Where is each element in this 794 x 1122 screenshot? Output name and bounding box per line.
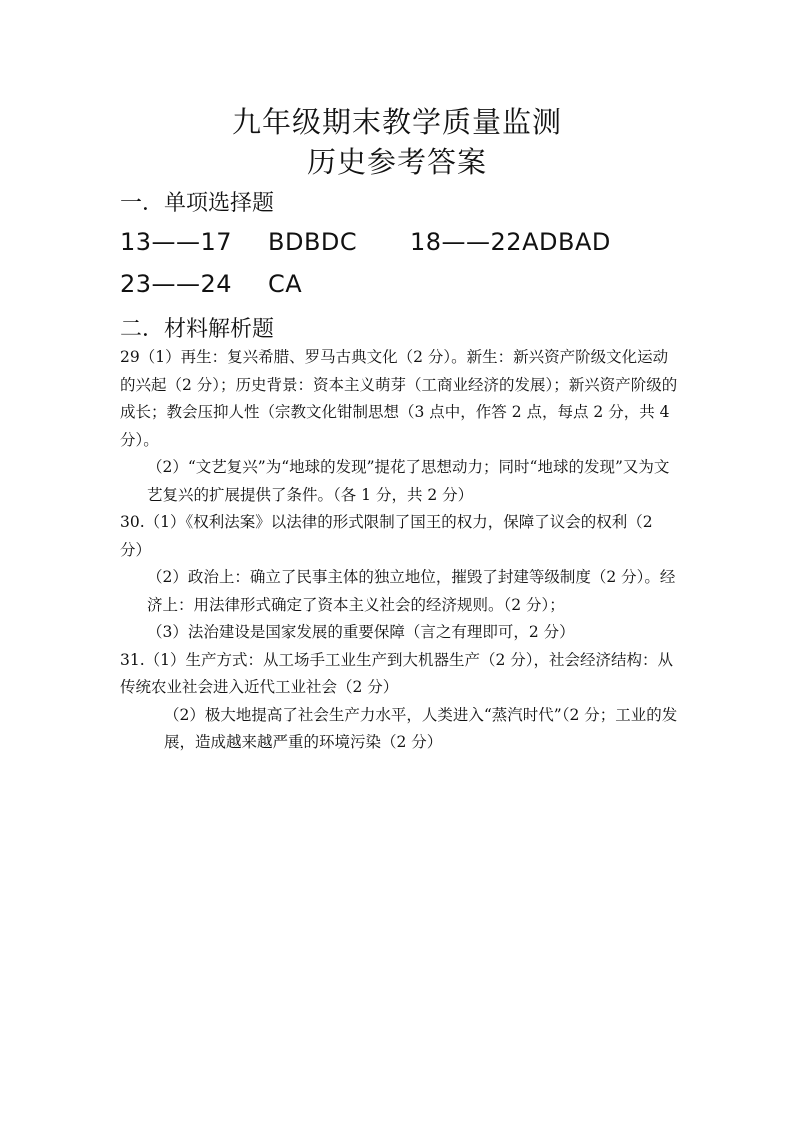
answer-paragraph-31-2: （2）极大地提高了社会生产力水平，人类进入“蒸汽时代”（2 分；工业的发展，造成越来越严重的环境污染（2 分） — [164, 705, 678, 751]
analysis-answers — [120, 344, 680, 757]
answer-paragraph-31-1: 31.（1）生产方式：从工场手工业生产到大机器生产（2 分），社会经济结构：从传统农业社会进入近代工业社会（2 分） — [120, 650, 674, 696]
answer-values: ADBAD — [522, 228, 611, 256]
answer-range: 13——17 — [120, 228, 233, 256]
answer-paragraph-29-1: 29（1）再生：复兴希腊、罗马古典文化（2 分）。新生：新兴资产阶级文化运动的兴起（2 分）；历史背景：资本主义萌芽（工商业经济的发展）；新兴资产阶级的成长；教会压抑人性（宗教文化钳制思想（3 点中，作答 2 点，每点 2 分，共 4 分）。 — [120, 348, 678, 449]
answer-range: 23——24 — [120, 270, 233, 298]
answer-row-2 — [120, 270, 302, 298]
answer-values: CA — [268, 270, 303, 298]
section-heading-choice: 一．单项选择题 — [120, 191, 275, 216]
answer-row-1 — [120, 228, 611, 256]
section-heading-analysis: 二．材料解析题 — [120, 317, 275, 342]
answer-paragraph-30-3: （3）法治建设是国家发展的重要保障（言之有理即可，2 分） — [147, 623, 575, 641]
answer-range: 18——22 — [410, 228, 523, 256]
answer-paragraph-30-2: （2）政治上：确立了民事主体的独立地位，摧毁了封建等级制度（2 分）。经济上：用法律形式确定了资本主义社会的经济规则。（2 分）； — [147, 568, 676, 614]
document-subtitle: 历史参考答案 — [306, 145, 487, 179]
answer-values: BDBDC — [268, 228, 358, 256]
answer-paragraph-29-2: （2）“文艺复兴”为“地球的发现”提花了思想动力；同时“地球的发现”又为文艺复兴的扩展提供了条件。（各 1 分，共 2 分） — [147, 458, 670, 504]
document-title: 九年级期末教学质量监测 — [231, 105, 562, 139]
answer-paragraph-30-1: 30.（1）《权利法案》以法律的形式限制了国王的权力，保障了议会的权利（2 分） — [120, 513, 653, 559]
